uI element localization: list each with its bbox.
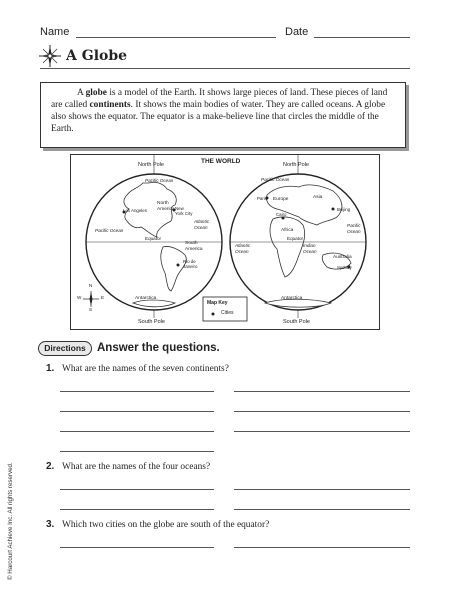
left-atlantic-label: Atlantic Ocean	[194, 219, 210, 230]
title-rule	[40, 68, 410, 69]
answer-line[interactable]	[60, 547, 214, 548]
answer-line[interactable]	[60, 431, 214, 432]
answer-line[interactable]	[60, 391, 214, 392]
map-compass-icon	[83, 291, 99, 307]
city-dot	[177, 264, 180, 267]
africa-label: Africa	[281, 228, 294, 233]
copyright-notice: © Harcourt Achieve Inc. All rights reserved.	[7, 462, 14, 580]
paris-label: Paris	[257, 196, 268, 201]
answer-line[interactable]	[60, 489, 214, 490]
date-label: Date	[285, 26, 309, 38]
name-field[interactable]	[76, 37, 276, 38]
compass-w-label: W	[77, 295, 82, 300]
right-atlantic-label: Atlantic Ocean	[235, 243, 251, 254]
left-pacific-top-label: Pacific Ocean	[145, 178, 174, 183]
right-antarctica-label: Antarctica	[281, 296, 303, 301]
directions-pill: Directions	[38, 341, 92, 356]
map-key-title: Map Key	[207, 300, 228, 306]
new-york-label: New York City	[175, 206, 193, 216]
asia-label: Asia	[313, 195, 323, 200]
page-title: A Globe	[66, 48, 128, 64]
equator-right-label: Equator	[287, 236, 304, 241]
compass-e-label: E	[101, 295, 105, 300]
right-pacific-label: Pacific Ocean	[347, 223, 361, 234]
map-key-dot	[212, 313, 215, 316]
answer-line[interactable]	[60, 411, 214, 412]
left-pacific-label: Pacific Ocean	[95, 228, 124, 233]
europe-label: Europe	[273, 197, 289, 202]
answer-line[interactable]	[60, 509, 214, 510]
question-number: 2.	[46, 461, 55, 472]
date-field[interactable]	[314, 37, 410, 38]
intro-box	[40, 82, 406, 148]
left-antarctica-label: Antarctica	[135, 296, 157, 301]
world-map	[70, 154, 380, 330]
north-america-label: North America	[157, 201, 175, 212]
question-text: What are the names of the four oceans?	[62, 462, 211, 472]
city-dot	[332, 208, 335, 211]
compass-n-label: N	[89, 283, 93, 288]
answer-line[interactable]	[234, 547, 410, 548]
los-angeles-label: Los Angeles	[123, 208, 147, 213]
north-pole-left-label: North Pole	[138, 162, 164, 168]
answer-line[interactable]	[60, 451, 214, 452]
south-pole-left-label: South Pole	[138, 319, 165, 325]
sydney-label: Sydney	[337, 265, 352, 270]
equator-left-label: Equator	[145, 236, 162, 241]
intro-text: is a model of the Earth. It shows large pieces of land. These pieces of land are called	[51, 88, 388, 110]
question-text: Which two cities on the globe are south of the equator?	[62, 520, 270, 530]
answer-line[interactable]	[234, 391, 410, 392]
name-label: Name	[40, 26, 70, 38]
answer-line[interactable]	[234, 489, 410, 490]
answer-line[interactable]	[234, 431, 410, 432]
directions-heading: Answer the questions.	[97, 342, 220, 354]
south-pole-right-label: South Pole	[283, 319, 310, 325]
answer-line[interactable]	[234, 411, 410, 412]
compass-rose-icon	[38, 44, 62, 68]
intro-text: A	[77, 88, 86, 98]
map-title: THE WORLD	[201, 158, 241, 165]
beijing-label: Beijing	[337, 207, 351, 212]
australia-label: Australia	[333, 255, 352, 260]
cairo-label: Cairo	[276, 212, 287, 217]
north-pole-right-label: North Pole	[283, 162, 309, 168]
question-number: 3.	[46, 519, 55, 530]
answer-line[interactable]	[234, 509, 410, 510]
intro-term-globe: globe	[85, 88, 107, 98]
rio-label: Rio de Janeiro	[183, 259, 198, 269]
right-pacific-top-label: Pacific Ocean	[261, 177, 290, 182]
question-number: 1.	[46, 363, 55, 374]
compass-s-label: S	[89, 307, 93, 312]
intro-text: . It shows the main bodies of water. They are called oceans. A globe also shows the equator. The equator is a make-believe line that circles the middle of the Earth.	[51, 100, 386, 134]
intro-term-continents: continents	[89, 100, 131, 110]
south-america-label: South America	[185, 241, 203, 252]
map-key-cities-label: Cities	[221, 310, 234, 316]
question-text: What are the names of the seven continents?	[62, 364, 229, 374]
indian-ocean-label: Indian Ocean	[303, 243, 317, 254]
